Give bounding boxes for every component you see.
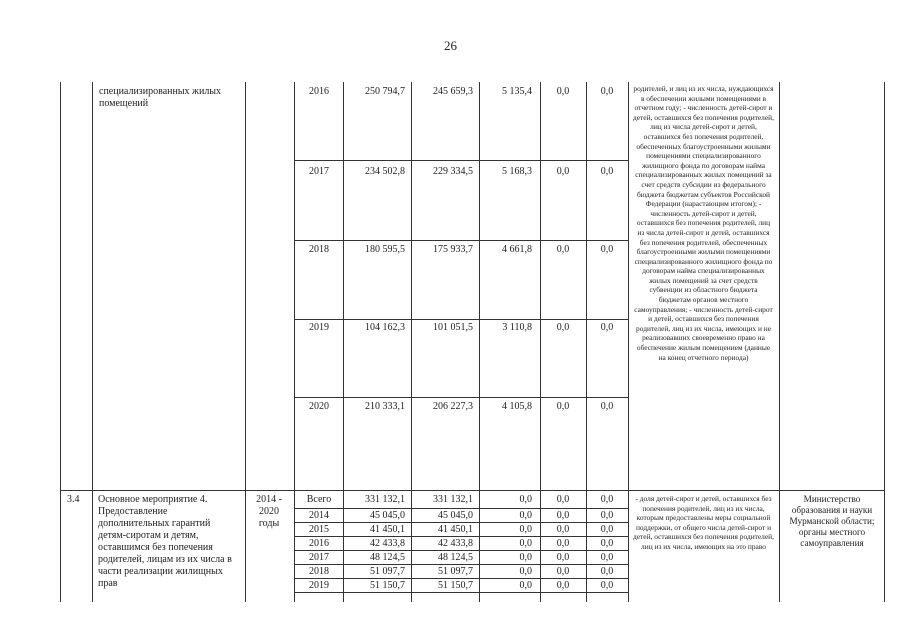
lower-local-2017: 0,0 <box>556 552 570 563</box>
page-number: 26 <box>444 38 457 53</box>
regional-2016: 5 135,4 <box>502 86 532 97</box>
lower-regional-2014: 0,0 <box>519 510 532 521</box>
lower-year-2018: 2018 <box>309 566 329 577</box>
other-2020: 0,0 <box>600 401 614 412</box>
total-2017: 234 502,8 <box>365 166 405 177</box>
lower-other-2018: 0,0 <box>600 566 614 577</box>
lower-local-2018: 0,0 <box>556 566 570 577</box>
lower-executor: Министерство образования и науки Мурманской области; органы местного самоуправления <box>789 494 875 548</box>
lower-year-2014: 2014 <box>309 510 329 521</box>
lower-year-2016: 2016 <box>309 538 329 549</box>
other-2017: 0,0 <box>600 166 614 177</box>
lower-total-2016: 42 433,8 <box>370 538 405 549</box>
lower-total-2019: 51 150,7 <box>370 580 405 591</box>
year-2018: 2018 <box>309 244 329 255</box>
lower-year-2019: 2019 <box>309 580 329 591</box>
regional-2017: 5 168,3 <box>502 166 532 177</box>
lower-year-total: Всего <box>306 494 332 505</box>
lower-year-2015: 2015 <box>309 524 329 535</box>
total-2019: 104 162,3 <box>365 322 405 333</box>
lower-total-total: 331 132,1 <box>365 494 405 505</box>
local-2020: 0,0 <box>556 401 570 412</box>
lower-total-2015: 41 450,1 <box>370 524 405 535</box>
lower-local-total: 0,0 <box>556 494 570 505</box>
lower-federal-total: 331 132,1 <box>433 494 473 505</box>
total-2016: 250 794,7 <box>365 86 405 97</box>
lower-federal-2017: 48 124,5 <box>438 552 473 563</box>
other-2018: 0,0 <box>600 244 614 255</box>
lower-total-2014: 45 045,0 <box>370 510 405 521</box>
year-2020: 2020 <box>309 401 329 412</box>
lower-local-2014: 0,0 <box>556 510 570 521</box>
total-2018: 180 595,5 <box>365 244 405 255</box>
local-2019: 0,0 <box>556 322 570 333</box>
lower-other-2016: 0,0 <box>600 538 614 549</box>
lower-federal-2015: 41 450,1 <box>438 524 473 535</box>
lower-other-2015: 0,0 <box>600 524 614 535</box>
regional-2018: 4 661,8 <box>502 244 532 255</box>
lower-other-2017: 0,0 <box>600 552 614 563</box>
lower-regional-total: 0,0 <box>519 494 532 505</box>
lower-other-total: 0,0 <box>600 494 614 505</box>
lower-total-2018: 51 097,7 <box>370 566 405 577</box>
lower-local-2015: 0,0 <box>556 524 570 535</box>
lower-federal-2018: 51 097,7 <box>438 566 473 577</box>
federal-2019: 101 051,5 <box>433 322 473 333</box>
lower-local-2016: 0,0 <box>556 538 570 549</box>
lower-regional-2016: 0,0 <box>519 538 532 549</box>
lower-regional-2018: 0,0 <box>519 566 532 577</box>
lower-federal-2016: 42 433,8 <box>438 538 473 549</box>
year-2016: 2016 <box>309 86 329 97</box>
upper-indicators: родителей, и лиц из их числа, нуждающихся в обеспечении жилыми помещениями в отчетном году; - численность детей-сирот и детей, оставшихся без попечения родителей, лиц из числа детей-сирот и детей, оставшихся без попечения родителей, обеспеченных благоустроенными жилыми помещениями специализированного жилищного фонда по договорам найма специализированных жилых помещений за счет средств субсидии из федерального бюджета бюджетам субъектов Российской Федерации (нарастающим итогом); - численность детей-сирот и детей, оставшихся без попечения родителей, лиц из числа детей-сирот и детей, оставшихся без попечения родителей, обеспеченных благоустроенными жилыми помещениями специализированного жилищного фонда по договорам найма специализированных жилых помещений за счет средств субвенции из областного бюджета бюджетам органов местного самоуправления; - численность детей-сирот и детей, оставшихся без попечения родителей, лиц из их числа, имеющих и не реализовавших своевременно право на обеспечение жилым помещением (данные на конец отчетного периода) <box>633 84 774 362</box>
federal-2016: 245 659,3 <box>433 86 473 97</box>
item-title-upper: специализированных жилых помещений <box>99 86 222 109</box>
local-2017: 0,0 <box>556 166 570 177</box>
federal-2017: 229 334,5 <box>433 166 473 177</box>
other-2019: 0,0 <box>600 322 614 333</box>
year-2019: 2019 <box>309 322 329 333</box>
other-2016: 0,0 <box>600 86 614 97</box>
lower-regional-2017: 0,0 <box>519 552 532 563</box>
lower-federal-2019: 51 150,7 <box>438 580 473 591</box>
regional-2019: 3 110,8 <box>502 322 532 333</box>
lower-regional-2015: 0,0 <box>519 524 532 535</box>
lower-indicators: - доля детей-сирот и детей, оставшихся без попечения родителей, лиц из их числа, которым предоставлены меры социальной поддержки, от общего числа детей-сирот и детей, оставшихся без попечения родителей, лиц из их числа, имеющих на это право <box>633 494 774 551</box>
federal-2018: 175 933,7 <box>433 244 473 255</box>
local-2016: 0,0 <box>556 86 570 97</box>
lower-other-2019: 0,0 <box>600 580 614 591</box>
total-2020: 210 333,1 <box>365 401 405 412</box>
lower-title: Основное мероприятие 4. Предоставление дополнительных гарантий детям-сиротам и детям, оставшимся без попечения родителей, лицам из их числа в части реализации жилищных прав <box>98 494 232 589</box>
lower-regional-2019: 0,0 <box>519 580 532 591</box>
lower-number: 3.4 <box>67 494 80 505</box>
year-2017: 2017 <box>309 166 329 177</box>
federal-2020: 206 227,3 <box>433 401 473 412</box>
lower-local-2019: 0,0 <box>556 580 570 591</box>
regional-2020: 4 105,8 <box>502 401 532 412</box>
lower-other-2014: 0,0 <box>600 510 614 521</box>
lower-period: 2014 - 2020 годы <box>256 494 282 529</box>
lower-year-2017: 2017 <box>309 552 329 563</box>
lower-federal-2014: 45 045,0 <box>438 510 473 521</box>
lower-total-2017: 48 124,5 <box>370 552 405 563</box>
local-2018: 0,0 <box>556 244 570 255</box>
